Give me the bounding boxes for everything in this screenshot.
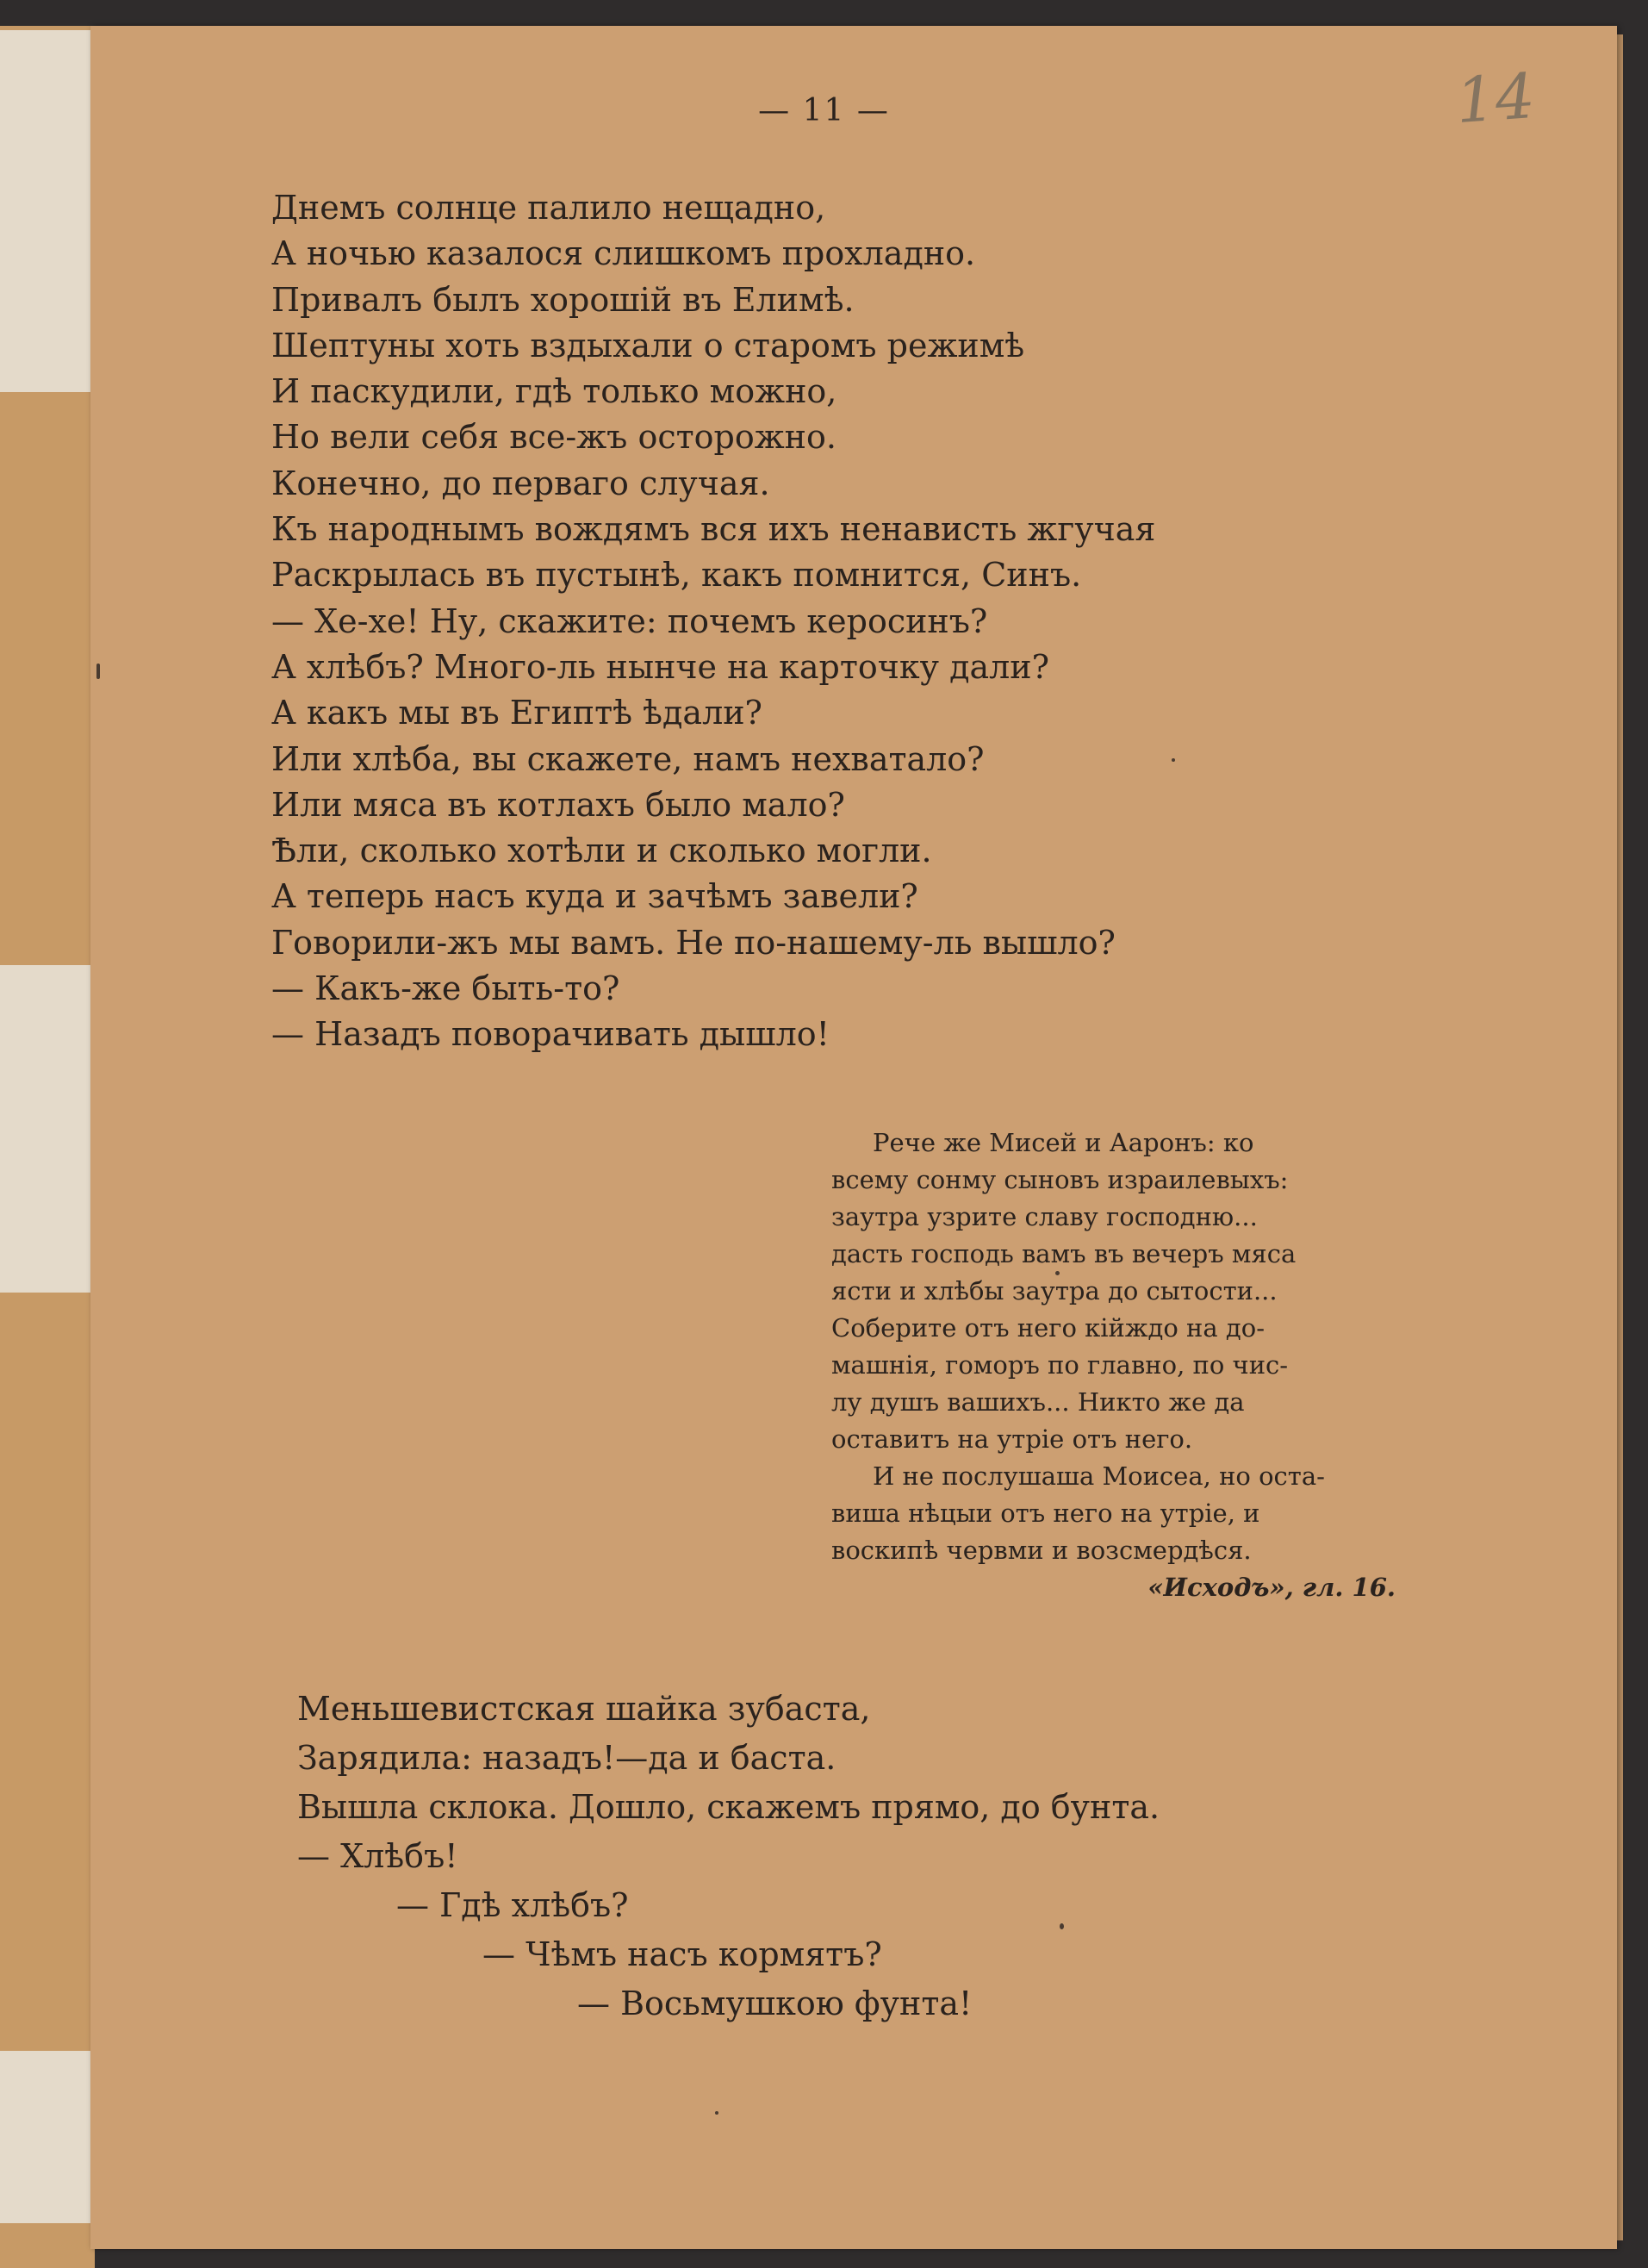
binding-tape [0, 2051, 95, 2223]
paper-speck [1060, 1923, 1064, 1929]
verse-line: Раскрылась въ пустынѣ, какъ помнится, Синъ. [271, 556, 1082, 595]
verse-line: А теперь насъ куда и зачѣмъ завели? [271, 877, 918, 916]
paper-speck [1172, 758, 1175, 762]
verse-line: А хлѣбъ? Много-ль нынче на карточку дали? [271, 647, 1049, 686]
verse-line: Конечно, до перваго случая. [271, 464, 770, 502]
verse-line: Зарядила: назадъ!—да и баста. [297, 1739, 836, 1777]
verse-2 [297, 1685, 1160, 2028]
verse-line: — Восьмушкою фунта! [577, 1984, 973, 2022]
quote-line: Соберите отъ него кійждо на до- [831, 1313, 1266, 1343]
quote-line: И не послушаша Моисеа, но оста- [873, 1461, 1325, 1491]
quote-line: заутра узрите славу господню... [831, 1202, 1258, 1231]
quote-line: ясти и хлѣбы заутра до сытости... [831, 1276, 1278, 1305]
binding-tape [0, 965, 95, 1293]
verse-line: Днемъ солнце палило нещадно, [271, 189, 826, 227]
quote-line: машнія, гоморъ по главно, по чис- [831, 1350, 1289, 1380]
verse-line: — Назадъ поворачивать дышло! [271, 1015, 830, 1054]
paper-speck [1055, 1271, 1060, 1275]
verse-1 [271, 185, 1155, 1058]
binding-tape [0, 30, 95, 392]
verse-line: — Какъ-же быть-то? [271, 969, 620, 1008]
verse-line: Ѣли, сколько хотѣли и сколько могли. [271, 832, 932, 870]
folio-handwritten-number: 14 [1453, 59, 1538, 138]
verse-line: Меньшевистская шайка зубаста, [297, 1690, 871, 1728]
verse-line: Шептуны хоть вздыхали о старомъ режимѣ [271, 326, 1025, 364]
quote-line: оставитъ на утріе отъ него. [831, 1424, 1193, 1454]
quote-line: виша нѣцыи отъ него на утріе, и [831, 1498, 1260, 1528]
verse-line: — Чѣмъ насъ кормятъ? [482, 1935, 882, 1973]
verse-line: А ночью казалося слишкомъ прохладно. [271, 234, 976, 273]
quote-line: всему сонму сыновъ израилевыхъ: [831, 1165, 1289, 1194]
paper-speck [715, 2111, 718, 2115]
verse-line: — Хлѣбъ! [297, 1837, 458, 1875]
verse-line: А какъ мы въ Египтѣ ѣдали? [271, 694, 762, 732]
quote-source: «Исходъ», гл. 16. [1147, 1573, 1396, 1602]
verse-line: Привалъ былъ хорошій въ Елимѣ. [271, 280, 855, 319]
verse-line: И паскудили, гдѣ только можно, [271, 372, 837, 411]
verse-line: Или мяса въ котлахъ было мало? [271, 785, 845, 824]
verse-line: Къ народнымъ вождямъ вся ихъ ненависть жгучая [271, 510, 1156, 549]
verse-line: Но вели себя все-жъ осторожно. [271, 418, 836, 457]
scripture-quote [831, 1125, 1396, 1606]
verse-line: — Гдѣ хлѣбъ? [396, 1886, 629, 1924]
verse-line: Говорили-жъ мы вамъ. Не по-нашему-ль вышло? [271, 923, 1116, 962]
quote-line: Рече же Мисей и Ааронъ: ко [873, 1128, 1254, 1157]
verse-line: Или хлѣба, вы скажете, намъ нехватало? [271, 739, 985, 778]
quote-line: воскипѣ червми и возсмердѣся. [831, 1536, 1252, 1565]
quote-line: лу душъ вашихъ... Никто же да [831, 1387, 1245, 1417]
page-number: — 11 — [758, 93, 890, 128]
quote-line: дасть господь вамъ въ вечеръ мяса [831, 1239, 1297, 1268]
verse-line: — Хе-хе! Ну, скажите: почемъ керосинъ? [271, 601, 988, 640]
verse-line: Вышла склока. Дошло, скажемъ прямо, до бунта. [297, 1788, 1160, 1826]
paper-speck [96, 664, 100, 679]
